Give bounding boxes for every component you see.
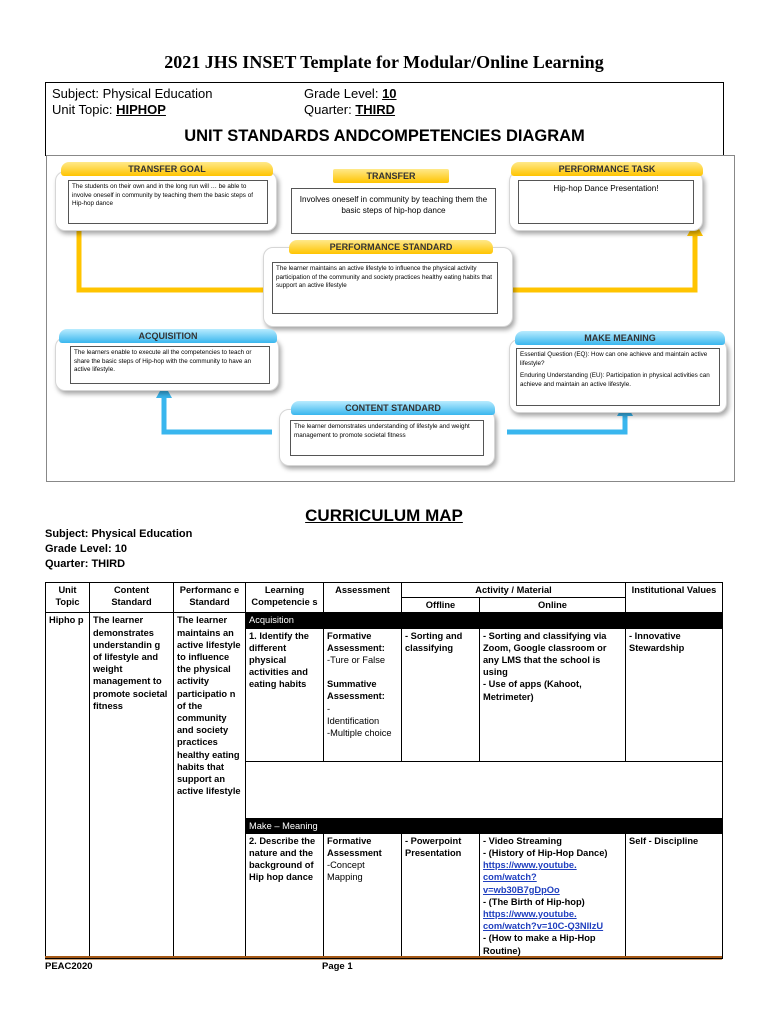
footer-rule-thin — [45, 959, 722, 960]
acquisition-banner: ACQUISITION — [59, 329, 277, 343]
acq-assessment-dash: - — [327, 703, 331, 714]
cm-grade: Grade Level: 10 — [45, 543, 127, 555]
acquisition-text: The learners enable to execute all the competencies to teach or share the basic steps of Hip-hop with the community to have an active lifestyle. — [70, 346, 270, 384]
performance-standard-text: The learner maintains an active lifestyle to influence the physical activity participation of the community and society practices healthy eating habits that support an active lifestyle — [272, 262, 498, 314]
performance-standard-panel — [263, 247, 513, 327]
acq-online-1: - Sorting and classifying via Zoom, Google classroom or any LMS that the school is using — [483, 630, 607, 678]
quarter-value: THIRD — [355, 102, 396, 117]
mm-assessment-type: -Concept Mapping — [327, 860, 365, 883]
acq-values: - Innovative Stewardship — [626, 628, 723, 761]
document-title: 2021 JHS INSET Template for Modular/Online Learning — [164, 52, 604, 72]
performance-task-text: Hip-hop Dance Presentation! — [518, 180, 694, 224]
make-meaning-banner: MAKE MEANING — [515, 331, 725, 345]
content-standard-text: The learner demonstrates understanding of lifestyle and weight management to promote societal fitness — [290, 420, 484, 456]
th-offline: Offline — [402, 598, 480, 613]
mm-online — [480, 833, 626, 958]
acq-assessment-formative: Formative Assessment: — [327, 630, 385, 653]
curriculum-map-title: CURRICULUM MAP — [305, 506, 463, 525]
transfer-text: Involves oneself in community by teaching them the basic steps of hip-hop dance — [291, 188, 496, 234]
mm-online-2: - (History of Hip-Hop Dance) — [483, 848, 608, 859]
cm-subject: Subject: Physical Education — [45, 528, 193, 540]
subject-row — [52, 86, 212, 101]
acquisition-band-row — [46, 613, 723, 628]
th-institutional-values: Institutional Values — [626, 583, 723, 613]
subject-label: Subject: — [52, 86, 99, 101]
youtube-link-1a[interactable]: https://www.youtube. — [483, 860, 577, 871]
th-unit-topic: Unit Topic — [46, 583, 90, 613]
footer-left: PEAC2020 — [45, 961, 93, 972]
youtube-link-2b[interactable]: com/watch?v=10C-Q3NIlzU — [483, 921, 604, 932]
cell-unit-topic: Hipho p — [46, 613, 90, 958]
cell-performance-standard: The learner maintains an active lifestyle to influence the physical activity participatio n of the community and society practices healthy eating habits that support an active lifestyle — [174, 613, 246, 958]
mm-assessment-formative: Formative Assessment — [327, 835, 382, 859]
youtube-link-1c[interactable]: v=wb30B7gDpOo — [483, 884, 560, 895]
mm-values: Self - Discipline — [626, 833, 723, 958]
transfer-goal-panel — [55, 171, 277, 231]
curriculum-table — [45, 582, 723, 959]
topic-value: HIPHOP — [116, 102, 166, 117]
transfer-goal-banner: TRANSFER GOAL — [61, 162, 273, 176]
th-content-standard: Content Standard — [90, 583, 174, 613]
mm-offline: - Powerpoint Presentation — [402, 833, 480, 958]
acq-assessment-identification: Identification — [327, 715, 380, 726]
th-learning-competencies: Learning Competencie s — [246, 583, 324, 613]
mm-online-1: - Video Streaming — [483, 835, 562, 846]
yellow-arrow-right — [507, 234, 695, 290]
make-meaning-panel — [509, 339, 727, 413]
blue-arrow-right — [507, 414, 625, 432]
topic-label: Unit Topic: — [52, 102, 113, 117]
th-online: Online — [480, 598, 626, 613]
blue-arrow-left — [164, 396, 272, 432]
quarter-row — [304, 102, 395, 117]
content-standard-banner: CONTENT STANDARD — [291, 401, 495, 415]
footer-page-number: Page 1 — [322, 961, 353, 972]
acq-assessment-summative: Summative Assessment: — [327, 679, 385, 702]
grade-row — [304, 86, 397, 101]
content-standard-panel — [279, 409, 495, 466]
make-meaning-box — [516, 348, 720, 406]
mm-online-3: - (The Birth of Hip-hop) — [483, 896, 585, 907]
grade-value: 10 — [382, 86, 397, 101]
acq-assessment-multiple-choice: -Multiple choice — [327, 728, 392, 739]
yellow-arrow-left — [79, 231, 272, 290]
th-performance-standard: Performanc e Standard — [174, 583, 246, 613]
empty-cell — [246, 761, 723, 818]
topic-row — [52, 102, 166, 117]
quarter-label: Quarter: — [304, 102, 352, 117]
subject-value: Physical Education — [102, 86, 213, 101]
enduring-understanding: Enduring Understanding (EU): Participation in physical activities can achieve and maintain an active lifestyle. — [520, 372, 710, 388]
standards-diagram — [46, 155, 735, 482]
essential-question: Essential Question (EQ): How can one achieve and maintain active lifestyle? — [520, 351, 708, 367]
performance-standard-banner: PERFORMANCE STANDARD — [289, 240, 493, 254]
table-header-row — [46, 583, 723, 598]
make-meaning-band: Make – Meaning — [246, 818, 723, 833]
acquisition-panel — [55, 337, 279, 391]
cm-quarter: Quarter: THIRD — [45, 558, 126, 570]
footer-rule — [45, 956, 722, 958]
acq-assessment — [324, 628, 402, 761]
acq-competency: 1. Identify the different physical activities and eating habits — [246, 628, 324, 761]
th-activity-material: Activity / Material — [402, 583, 626, 598]
th-assessment: Assessment — [324, 583, 402, 613]
cell-content-standard: The learner demonstrates understandin g of lifestyle and weight management to promote societal fitness — [90, 613, 174, 958]
performance-task-panel — [509, 171, 703, 231]
grade-label: Grade Level: — [304, 86, 379, 101]
youtube-link-1b[interactable]: com/watch? — [483, 872, 537, 883]
acq-online-2: - Use of apps (Kahoot, Metrimeter) — [483, 679, 582, 702]
performance-task-banner: PERFORMANCE TASK — [511, 162, 703, 176]
acq-online — [480, 628, 626, 761]
youtube-link-2a[interactable]: https://www.youtube. — [483, 909, 577, 920]
mm-competency: 2. Describe the nature and the background of Hip hop dance — [246, 833, 324, 958]
diagram-heading: UNIT STANDARDS ANDCOMPETENCIES DIAGRAM — [184, 127, 585, 145]
acq-offline: - Sorting and classifying — [402, 628, 480, 761]
header-box — [45, 82, 724, 156]
mm-assessment — [324, 833, 402, 958]
acq-assessment-formative-type: -Ture or False — [327, 655, 386, 666]
transfer-banner: TRANSFER — [333, 169, 449, 183]
acquisition-band: Acquisition — [246, 613, 723, 628]
transfer-goal-text: The students on their own and in the long run will … be able to involve oneself in community by teaching them the basic steps of Hip-hop dance — [68, 180, 268, 224]
mm-online-4: - (How to make a Hip-Hop Routine) — [483, 933, 596, 956]
